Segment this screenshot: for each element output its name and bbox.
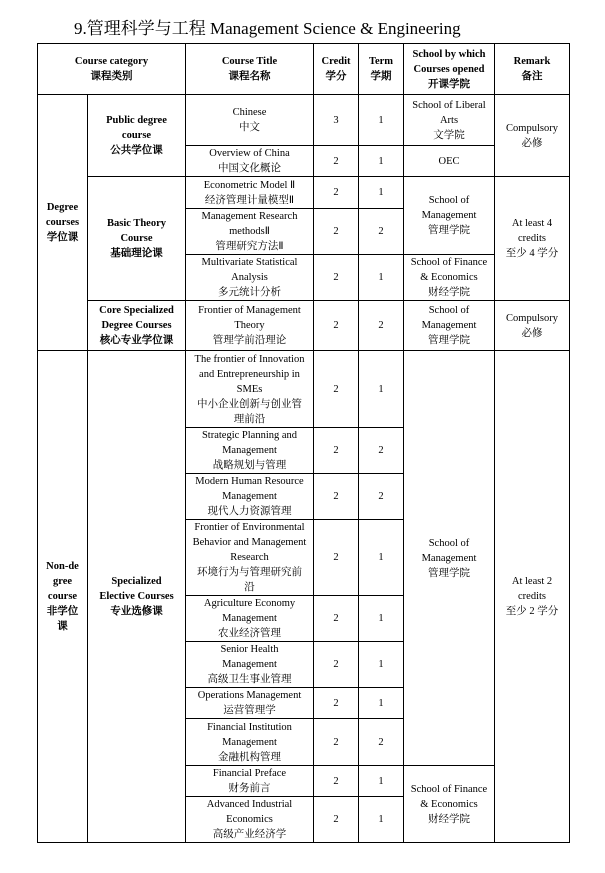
course-credit: 2: [314, 520, 359, 596]
course-term: 2: [359, 209, 404, 255]
cell-line: At least 2: [511, 576, 553, 587]
category-elective: [88, 351, 186, 843]
cell-line: The frontier of Innovation: [194, 353, 305, 365]
category-degree: [38, 95, 88, 351]
school-cell: [404, 766, 495, 843]
category-core: [88, 301, 186, 351]
cell-line: Non-de: [46, 561, 79, 572]
course-title: [186, 146, 314, 177]
cell-line: 至少 2 学分: [505, 606, 559, 617]
cell-line: 管理学院: [428, 567, 470, 579]
course-term: 1: [359, 596, 404, 642]
cell-line: Behavior and Management: [192, 537, 307, 548]
course-title: [186, 351, 314, 428]
cell-line: 金融机构管理: [218, 751, 281, 763]
cell-line: Term: [368, 56, 394, 67]
cell-line: Degree: [46, 202, 79, 213]
course-term: 1: [359, 688, 404, 719]
cell-line: Senior Health: [220, 644, 279, 655]
cell-line: 课: [57, 621, 68, 632]
course-term: 1: [359, 520, 404, 596]
cell-line: Management: [421, 320, 477, 331]
course-credit: 2: [314, 688, 359, 719]
cell-line: At least 4: [511, 218, 553, 229]
cell-line: Management: [222, 659, 277, 670]
category-public: [88, 95, 186, 177]
header-school: [404, 44, 495, 95]
cell-line: Management: [222, 491, 277, 502]
course-credit: 2: [314, 428, 359, 474]
cell-line: 核心专业学位课: [99, 335, 174, 346]
course-credit: 3: [314, 95, 359, 146]
cell-line: 课程类别: [90, 71, 133, 82]
cell-line: Agriculture Economy: [203, 598, 296, 609]
cell-line: 学分: [325, 71, 347, 82]
course-credit: 2: [314, 146, 359, 177]
header-term: [359, 44, 404, 95]
course-credit: 2: [314, 177, 359, 209]
remark-cell: [495, 177, 570, 301]
cell-line: 经济管理计量模型Ⅱ: [204, 194, 295, 206]
course-term: 1: [359, 642, 404, 688]
cell-line: 必修: [521, 137, 543, 149]
cell-line: 运营管理学: [223, 705, 276, 716]
cell-line: Management: [222, 736, 277, 748]
cell-line: Financial Institution: [207, 721, 292, 733]
cell-line: 环境行为与管理研究前: [197, 567, 302, 578]
school-cell: [404, 95, 495, 146]
cell-line: Management: [421, 552, 477, 564]
course-credit: 2: [314, 301, 359, 351]
header-course-title: [186, 44, 314, 95]
cell-line: 备注: [521, 71, 543, 82]
cell-line: School of Finance: [410, 783, 488, 795]
course-title: [186, 95, 314, 146]
cell-line: 开课学院: [428, 78, 470, 90]
cell-line: Course category: [74, 56, 149, 67]
course-title: [186, 719, 314, 766]
cell-line: 文学院: [433, 129, 465, 141]
course-credit: 2: [314, 209, 359, 255]
cell-line: 现代人力资源管理: [207, 506, 292, 517]
cell-line: Course Title: [221, 56, 278, 67]
cell-line: Management: [421, 210, 477, 221]
course-term: 1: [359, 177, 404, 209]
cell-line: 至少 4 学分: [505, 248, 559, 259]
course-term: 2: [359, 719, 404, 766]
cell-line: Management: [222, 613, 277, 624]
cell-line: & Economics: [420, 272, 478, 283]
course-term: 1: [359, 797, 404, 843]
table-row: [38, 301, 570, 351]
course-term: 2: [359, 301, 404, 351]
cell-line: 学期: [370, 71, 392, 82]
cell-line: Remark: [513, 56, 551, 67]
cell-line: Degree Courses: [101, 320, 172, 331]
cell-line: 中小企业创新与创业管: [197, 398, 302, 410]
cell-line: Elective Courses: [99, 591, 174, 602]
course-title: [186, 596, 314, 642]
cell-line: Modern Human Resource: [195, 476, 304, 487]
course-term: 1: [359, 766, 404, 797]
table-row: [38, 177, 570, 209]
header-remark: [495, 44, 570, 95]
cell-line: Theory: [234, 320, 265, 331]
course-term: 1: [359, 146, 404, 177]
cell-line: 公共学位课: [110, 145, 163, 156]
category-nondegree: [38, 351, 88, 843]
course-credit: 2: [314, 351, 359, 428]
cell-line: 基础理论课: [110, 248, 163, 259]
cell-line: Financial Preface: [212, 768, 287, 779]
course-title: [186, 797, 314, 843]
cell-line: 管理学前沿理论: [212, 335, 287, 346]
cell-line: and Entrepreneurship in: [199, 368, 300, 380]
course-credit: 2: [314, 766, 359, 797]
cell-line: Frontier of Environmental: [194, 522, 305, 533]
course-credit: 2: [314, 797, 359, 843]
cell-line: Core Specialized: [99, 305, 174, 316]
cell-line: Operations Management: [197, 690, 302, 701]
cell-line: School by which: [412, 48, 486, 60]
course-term: 1: [359, 95, 404, 146]
cell-line: 高级卫生事业管理: [207, 674, 292, 685]
cell-line: Arts: [439, 114, 459, 126]
cell-line: courses: [45, 217, 80, 228]
cell-line: 战略规划与管理: [212, 460, 287, 471]
cell-line: 沿: [244, 582, 255, 593]
cell-line: OEC: [438, 155, 460, 167]
course-title: [186, 209, 314, 255]
cell-line: 农业经济管理: [218, 628, 281, 639]
course-title: [186, 177, 314, 209]
cell-line: SMEs: [236, 383, 263, 395]
cell-line: 专业选修课: [110, 606, 163, 617]
course-credit: 2: [314, 719, 359, 766]
category-basic: [88, 177, 186, 301]
header-category: [38, 44, 186, 95]
course-title: [186, 474, 314, 520]
cell-line: Courses opened: [413, 63, 485, 75]
school-cell: [404, 351, 495, 766]
course-credit: 2: [314, 596, 359, 642]
course-term: 1: [359, 255, 404, 301]
cell-line: Strategic Planning and: [201, 430, 298, 441]
cell-line: Credit: [321, 56, 351, 67]
cell-line: Management: [222, 445, 277, 456]
cell-line: School of: [428, 305, 470, 316]
cell-line: 管理学院: [428, 335, 470, 346]
school-cell: [404, 177, 495, 255]
table-row: [38, 351, 570, 428]
course-term: 2: [359, 428, 404, 474]
cell-line: gree: [52, 576, 73, 587]
cell-line: Econometric Model Ⅱ: [203, 179, 296, 191]
cell-line: Advanced Industrial: [206, 799, 293, 810]
cell-line: 财经学院: [428, 287, 470, 298]
cell-line: Research: [230, 552, 269, 563]
cell-line: credits: [518, 233, 546, 244]
header-row: [38, 44, 570, 95]
remark-cell: [495, 95, 570, 177]
cell-line: School of: [428, 195, 470, 206]
cell-line: Multivariate Statistical: [201, 257, 298, 268]
cell-line: School of Finance: [410, 257, 488, 268]
cell-line: Chinese: [232, 107, 267, 118]
course-title: [186, 642, 314, 688]
cell-line: 管理研究方法Ⅱ: [215, 241, 284, 252]
course-title: [186, 428, 314, 474]
school-cell: [404, 255, 495, 301]
cell-line: 中国文化概论: [218, 163, 281, 174]
cell-line: course: [47, 591, 78, 602]
cell-line: 管理学院: [428, 225, 470, 236]
cell-line: Analysis: [231, 272, 268, 283]
cell-line: methodsⅡ: [229, 226, 270, 237]
cell-line: credits: [518, 591, 546, 602]
course-credit: 2: [314, 474, 359, 520]
remark-cell: [495, 301, 570, 351]
cell-line: 高级产业经济学: [212, 829, 287, 840]
course-term: 1: [359, 351, 404, 428]
cell-line: Compulsory: [506, 122, 558, 134]
cell-line: Specialized: [111, 576, 162, 587]
cell-line: 财经学院: [428, 813, 470, 825]
course-credit: 2: [314, 642, 359, 688]
course-title: [186, 766, 314, 797]
cell-line: 中文: [239, 122, 260, 133]
cell-line: Course: [120, 233, 153, 244]
cell-line: course: [121, 130, 152, 141]
cell-line: School of: [428, 537, 470, 549]
page-title: 9.管理科学与工程 Management Science & Engineering: [74, 19, 461, 38]
cell-line: & Economics: [420, 798, 478, 810]
cell-line: Compulsory: [506, 312, 558, 324]
course-title: [186, 520, 314, 596]
cell-line: School of Liberal: [412, 99, 486, 111]
course-table: [37, 43, 570, 843]
course-title: [186, 688, 314, 719]
course-credit: 2: [314, 255, 359, 301]
cell-line: Public degree: [106, 115, 167, 126]
cell-line: 理前沿: [233, 413, 266, 425]
course-title: [186, 255, 314, 301]
cell-line: 必修: [521, 327, 543, 339]
cell-line: Management Research: [201, 211, 298, 222]
school-cell: [404, 301, 495, 351]
cell-line: Frontier of Management: [198, 305, 301, 316]
school-cell: [404, 146, 495, 177]
table-row: [38, 95, 570, 146]
cell-line: 非学位: [46, 606, 79, 617]
header-credit: [314, 44, 359, 95]
cell-line: 学位课: [46, 232, 79, 243]
cell-line: Basic Theory: [106, 218, 167, 229]
cell-line: 财务前言: [228, 783, 271, 794]
course-title: [186, 301, 314, 351]
cell-line: 课程名称: [228, 71, 271, 82]
course-term: 2: [359, 474, 404, 520]
cell-line: Overview of China: [209, 148, 290, 159]
cell-line: Economics: [226, 814, 273, 825]
remark-cell: [495, 351, 570, 843]
cell-line: 多元统计分析: [218, 287, 281, 298]
